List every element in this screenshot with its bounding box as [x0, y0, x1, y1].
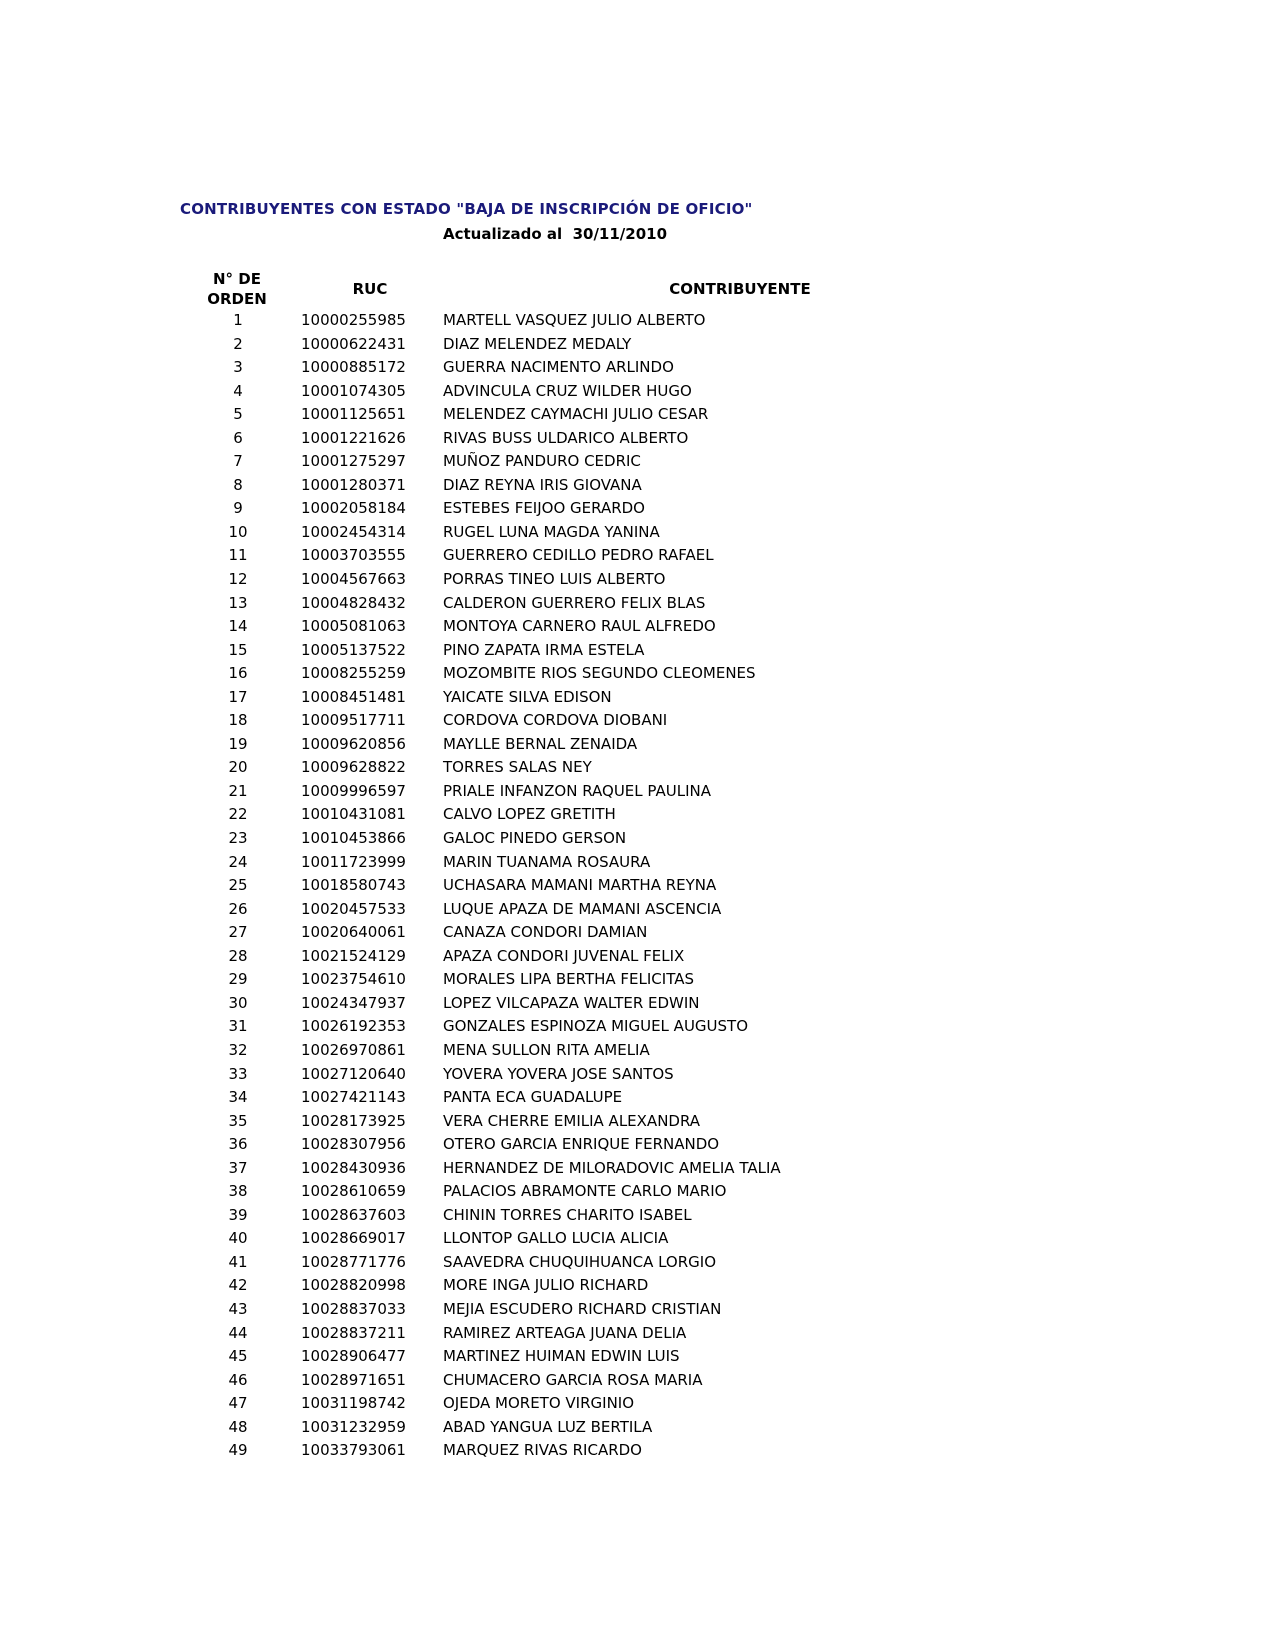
row-contribuyente: UCHASARA MAMANI MARTHA REYNA: [443, 876, 717, 895]
row-number: 44: [228, 1323, 248, 1342]
row-ruc: 10010453866: [301, 829, 406, 848]
table-row: [0, 639, 1275, 663]
row-ruc: 10009517711: [301, 711, 406, 730]
row-ruc: 10002058184: [301, 499, 406, 518]
table-row: [0, 521, 1275, 545]
row-ruc: 10011723999: [301, 852, 406, 871]
row-number: 23: [228, 829, 248, 848]
row-ruc: 10027120640: [301, 1064, 406, 1083]
table-row: [0, 356, 1275, 380]
row-contribuyente: LUQUE APAZA DE MAMANI ASCENCIA: [443, 899, 722, 918]
row-contribuyente: HERNANDEZ DE MILORADOVIC AMELIA TALIA: [443, 1158, 781, 1177]
row-number: 33: [228, 1064, 248, 1083]
table-row: [0, 898, 1275, 922]
column-header-orden-line1: N° DE: [213, 270, 261, 288]
table-row: [0, 1322, 1275, 1346]
row-contribuyente: SAAVEDRA CHUQUIHUANCA LORGIO: [443, 1252, 717, 1271]
row-number: 16: [228, 664, 248, 683]
row-ruc: 10028307956: [301, 1135, 406, 1154]
row-number: 41: [228, 1252, 248, 1271]
row-contribuyente: VERA CHERRE EMILIA ALEXANDRA: [443, 1111, 701, 1130]
row-ruc: 10031198742: [301, 1394, 406, 1413]
row-contribuyente: CALVO LOPEZ GRETITH: [443, 805, 616, 824]
row-number: 21: [228, 781, 248, 800]
table-row: [0, 874, 1275, 898]
table-row: [0, 380, 1275, 404]
row-ruc: 10018580743: [301, 876, 406, 895]
table-row: [0, 1369, 1275, 1393]
row-ruc: 10005081063: [301, 617, 406, 636]
table-row: [0, 1416, 1275, 1440]
row-number: 5: [233, 405, 243, 424]
row-ruc: 10028771776: [301, 1252, 406, 1271]
row-contribuyente: MUÑOZ PANDURO CEDRIC: [443, 452, 641, 471]
row-contribuyente: YAICATE SILVA EDISON: [443, 687, 612, 706]
updated-date: Actualizado al 30/11/2010: [443, 225, 668, 243]
table-row: [0, 1204, 1275, 1228]
row-contribuyente: CALDERON GUERRERO FELIX BLAS: [443, 593, 706, 612]
row-ruc: 10027421143: [301, 1088, 406, 1107]
row-number: 11: [228, 546, 248, 565]
table-row: [0, 1251, 1275, 1275]
row-number: 30: [228, 993, 248, 1012]
row-ruc: 10028906477: [301, 1347, 406, 1366]
row-contribuyente: ADVINCULA CRUZ WILDER HUGO: [443, 381, 692, 400]
row-ruc: 10010431081: [301, 805, 406, 824]
row-contribuyente: CORDOVA CORDOVA DIOBANI: [443, 711, 668, 730]
table-row: [0, 474, 1275, 498]
row-contribuyente: RIVAS BUSS ULDARICO ALBERTO: [443, 428, 689, 447]
row-contribuyente: GALOC PINEDO GERSON: [443, 829, 627, 848]
column-header-contribuyente: CONTRIBUYENTE: [669, 280, 811, 298]
row-number: 3: [233, 358, 243, 377]
row-number: 4: [233, 381, 243, 400]
row-ruc: 10028820998: [301, 1276, 406, 1295]
row-number: 36: [228, 1135, 248, 1154]
row-contribuyente: MORE INGA JULIO RICHARD: [443, 1276, 649, 1295]
row-ruc: 10009620856: [301, 734, 406, 753]
row-ruc: 10024347937: [301, 993, 406, 1012]
table-row: [0, 592, 1275, 616]
row-number: 43: [228, 1299, 248, 1318]
row-contribuyente: YOVERA YOVERA JOSE SANTOS: [443, 1064, 674, 1083]
table-row: [0, 403, 1275, 427]
table-row: [0, 780, 1275, 804]
row-contribuyente: PORRAS TINEO LUIS ALBERTO: [443, 570, 666, 589]
row-ruc: 10009996597: [301, 781, 406, 800]
row-number: 32: [228, 1040, 248, 1059]
row-contribuyente: MARTINEZ HUIMAN EDWIN LUIS: [443, 1347, 680, 1366]
row-ruc: 10026970861: [301, 1040, 406, 1059]
row-ruc: 10020457533: [301, 899, 406, 918]
row-ruc: 10009628822: [301, 758, 406, 777]
row-number: 26: [228, 899, 248, 918]
row-number: 17: [228, 687, 248, 706]
row-ruc: 10008255259: [301, 664, 406, 683]
row-ruc: 10028837033: [301, 1299, 406, 1318]
row-contribuyente: MELENDEZ CAYMACHI JULIO CESAR: [443, 405, 709, 424]
row-number: 35: [228, 1111, 248, 1130]
row-contribuyente: PALACIOS ABRAMONTE CARLO MARIO: [443, 1182, 727, 1201]
row-ruc: 10028971651: [301, 1370, 406, 1389]
row-number: 12: [228, 570, 248, 589]
table-row: [0, 333, 1275, 357]
row-contribuyente: ESTEBES FEIJOO GERARDO: [443, 499, 645, 518]
row-contribuyente: TORRES SALAS NEY: [443, 758, 592, 777]
row-number: 14: [228, 617, 248, 636]
row-contribuyente: PINO ZAPATA IRMA ESTELA: [443, 640, 645, 659]
table-row: [0, 497, 1275, 521]
row-contribuyente: MOZOMBITE RIOS SEGUNDO CLEOMENES: [443, 664, 756, 683]
table-row: [0, 1392, 1275, 1416]
row-contribuyente: MARIN TUANAMA ROSAURA: [443, 852, 651, 871]
row-number: 25: [228, 876, 248, 895]
row-ruc: 10033793061: [301, 1441, 406, 1460]
row-number: 49: [228, 1441, 248, 1460]
table-row: [0, 1298, 1275, 1322]
table-row: [0, 544, 1275, 568]
row-ruc: 10028637603: [301, 1205, 406, 1224]
row-contribuyente: OTERO GARCIA ENRIQUE FERNANDO: [443, 1135, 720, 1154]
row-contribuyente: MONTOYA CARNERO RAUL ALFREDO: [443, 617, 716, 636]
row-number: 8: [233, 475, 243, 494]
row-ruc: 10001280371: [301, 475, 406, 494]
row-ruc: 10028430936: [301, 1158, 406, 1177]
row-number: 15: [228, 640, 248, 659]
table-row: [0, 1274, 1275, 1298]
row-contribuyente: LOPEZ VILCAPAZA WALTER EDWIN: [443, 993, 700, 1012]
row-ruc: 10008451481: [301, 687, 406, 706]
table-row: [0, 615, 1275, 639]
row-number: 10: [228, 522, 248, 541]
row-number: 34: [228, 1088, 248, 1107]
row-number: 9: [233, 499, 243, 518]
row-contribuyente: DIAZ MELENDEZ MEDALY: [443, 334, 632, 353]
table-row: [0, 827, 1275, 851]
row-contribuyente: PRIALE INFANZON RAQUEL PAULINA: [443, 781, 711, 800]
row-contribuyente: MENA SULLON RITA AMELIA: [443, 1040, 650, 1059]
row-number: 24: [228, 852, 248, 871]
row-number: 18: [228, 711, 248, 730]
table-row: [0, 1039, 1275, 1063]
row-number: 31: [228, 1017, 248, 1036]
row-number: 6: [233, 428, 243, 447]
row-contribuyente: GUERRA NACIMENTO ARLINDO: [443, 358, 674, 377]
table-row: [0, 1157, 1275, 1181]
row-number: 1: [233, 311, 243, 329]
row-ruc: 10001275297: [301, 452, 406, 471]
table-row: [0, 662, 1275, 686]
row-number: 27: [228, 923, 248, 942]
row-number: 38: [228, 1182, 248, 1201]
row-number: 28: [228, 946, 248, 965]
row-contribuyente: PANTA ECA GUADALUPE: [443, 1088, 623, 1107]
table-row: [0, 851, 1275, 875]
table-row: [0, 427, 1275, 451]
table-row: [0, 1015, 1275, 1039]
row-ruc: 10001074305: [301, 381, 406, 400]
row-number: 7: [233, 452, 243, 471]
row-contribuyente: APAZA CONDORI JUVENAL FELIX: [443, 946, 685, 965]
table-row: [0, 968, 1275, 992]
row-ruc: 10026192353: [301, 1017, 406, 1036]
table-row: [0, 756, 1275, 780]
contribuyentes-table-body: [0, 309, 1275, 1463]
row-ruc: 10001221626: [301, 428, 406, 447]
row-ruc: 10028610659: [301, 1182, 406, 1201]
row-ruc: 10004828432: [301, 593, 406, 612]
row-contribuyente: CANAZA CONDORI DAMIAN: [443, 923, 648, 942]
table-row: [0, 1063, 1275, 1087]
row-contribuyente: MARQUEZ RIVAS RICARDO: [443, 1441, 642, 1460]
table-row: [0, 733, 1275, 757]
row-contribuyente: MEJIA ESCUDERO RICHARD CRISTIAN: [443, 1299, 722, 1318]
row-number: 40: [228, 1229, 248, 1248]
row-ruc: 10005137522: [301, 640, 406, 659]
table-row: [0, 803, 1275, 827]
table-row: [0, 450, 1275, 474]
row-number: 29: [228, 970, 248, 989]
column-header-orden: [197, 269, 277, 309]
row-number: 39: [228, 1205, 248, 1224]
row-ruc: 10000622431: [301, 334, 406, 353]
row-number: 45: [228, 1347, 248, 1366]
table-row: [0, 992, 1275, 1016]
table-row: [0, 1110, 1275, 1134]
row-ruc: 10028837211: [301, 1323, 406, 1342]
row-contribuyente: MARTELL VASQUEZ JULIO ALBERTO: [443, 311, 706, 329]
row-number: 37: [228, 1158, 248, 1177]
table-row: [0, 1439, 1275, 1463]
row-ruc: 10028669017: [301, 1229, 406, 1248]
table-row: [0, 709, 1275, 733]
row-ruc: 10020640061: [301, 923, 406, 942]
row-ruc: 10000885172: [301, 358, 406, 377]
table-row: [0, 921, 1275, 945]
row-ruc: 10000255985: [301, 311, 406, 329]
row-contribuyente: DIAZ REYNA IRIS GIOVANA: [443, 475, 642, 494]
row-ruc: 10002454314: [301, 522, 406, 541]
table-row: [0, 1133, 1275, 1157]
row-contribuyente: RAMIREZ ARTEAGA JUANA DELIA: [443, 1323, 687, 1342]
row-contribuyente: ABAD YANGUA LUZ BERTILA: [443, 1417, 653, 1436]
row-ruc: 10003703555: [301, 546, 406, 565]
row-number: 20: [228, 758, 248, 777]
row-number: 22: [228, 805, 248, 824]
row-contribuyente: MAYLLE BERNAL ZENAIDA: [443, 734, 638, 753]
row-number: 19: [228, 734, 248, 753]
table-row: [0, 1180, 1275, 1204]
row-contribuyente: CHININ TORRES CHARITO ISABEL: [443, 1205, 692, 1224]
row-ruc: 10021524129: [301, 946, 406, 965]
row-number: 48: [228, 1417, 248, 1436]
row-contribuyente: GUERRERO CEDILLO PEDRO RAFAEL: [443, 546, 714, 565]
table-row: [0, 1227, 1275, 1251]
row-contribuyente: CHUMACERO GARCIA ROSA MARIA: [443, 1370, 703, 1389]
row-number: 47: [228, 1394, 248, 1413]
column-header-orden-line2: ORDEN: [207, 290, 267, 308]
column-header-ruc: RUC: [352, 280, 388, 298]
table-row: [0, 1345, 1275, 1369]
row-number: 13: [228, 593, 248, 612]
row-ruc: 10004567663: [301, 570, 406, 589]
document-title: CONTRIBUYENTES CON ESTADO "BAJA DE INSCRIPCIÓN DE OFICIO": [180, 200, 753, 218]
row-contribuyente: MORALES LIPA BERTHA FELICITAS: [443, 970, 694, 989]
table-row: [0, 309, 1275, 333]
table-row: [0, 686, 1275, 710]
row-contribuyente: OJEDA MORETO VIRGINIO: [443, 1394, 635, 1413]
row-contribuyente: LLONTOP GALLO LUCIA ALICIA: [443, 1229, 669, 1248]
table-row: [0, 568, 1275, 592]
row-ruc: 10001125651: [301, 405, 406, 424]
table-row: [0, 1086, 1275, 1110]
row-number: 42: [228, 1276, 248, 1295]
table-row: [0, 945, 1275, 969]
row-ruc: 10023754610: [301, 970, 406, 989]
row-number: 46: [228, 1370, 248, 1389]
row-ruc: 10028173925: [301, 1111, 406, 1130]
row-contribuyente: RUGEL LUNA MAGDA YANINA: [443, 522, 660, 541]
row-number: 2: [233, 334, 243, 353]
row-ruc: 10031232959: [301, 1417, 406, 1436]
row-contribuyente: GONZALES ESPINOZA MIGUEL AUGUSTO: [443, 1017, 749, 1036]
